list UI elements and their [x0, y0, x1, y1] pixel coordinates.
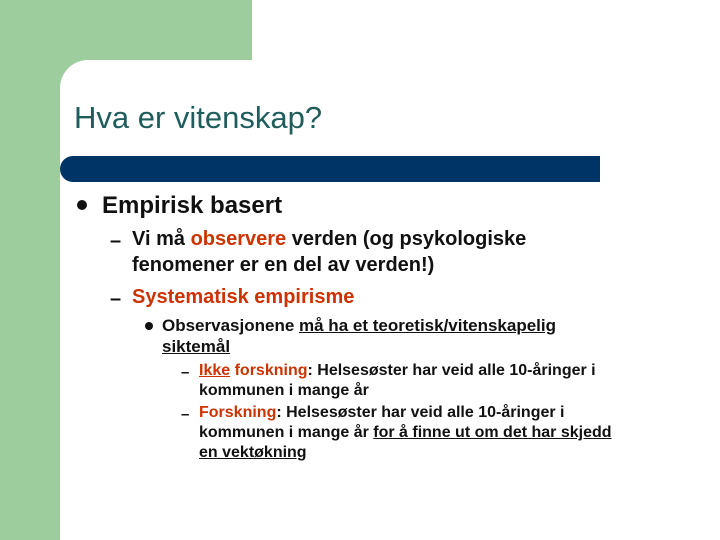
bullet-observasjonene-line1: Observasjonene må ha et teoretisk/vitenskapelig — [162, 316, 557, 335]
example-forskning-line3: en vektøkning — [199, 444, 307, 461]
bullet-empirisk-basert: Empirisk basert — [102, 192, 283, 219]
dash-marker: – — [181, 406, 190, 423]
example-ikke-forskning-line1: Ikke forskning: Helsesøster har veid alle 10-åringer i — [199, 362, 596, 379]
dash-marker: – — [181, 364, 190, 381]
sub-systematisk-empirisme: Systematisk empirisme — [132, 286, 355, 308]
dash-marker: – — [110, 230, 122, 252]
green-left-strip — [0, 0, 60, 540]
slide-title: Hva er vitenskap? — [74, 100, 323, 135]
bullet-dot — [77, 200, 87, 210]
dash-marker: – — [110, 288, 122, 310]
bullet-dot — [145, 322, 153, 330]
bullet-observasjonene-line2: siktemål — [162, 337, 231, 356]
example-ikke-forskning-line2: kommunen i mange år — [199, 382, 369, 399]
sub-observere-line2: fenomener er en del av verden!) — [132, 254, 435, 276]
sub-observere-line1: Vi må observere verden (og psykologiske — [132, 228, 527, 250]
example-forskning-line2: kommunen i mange år for å finne ut om det har skjedd — [199, 424, 612, 441]
example-forskning-line1: Forskning: Helsesøster har veid alle 10-åringer i — [199, 404, 565, 421]
title-bar — [60, 156, 600, 182]
